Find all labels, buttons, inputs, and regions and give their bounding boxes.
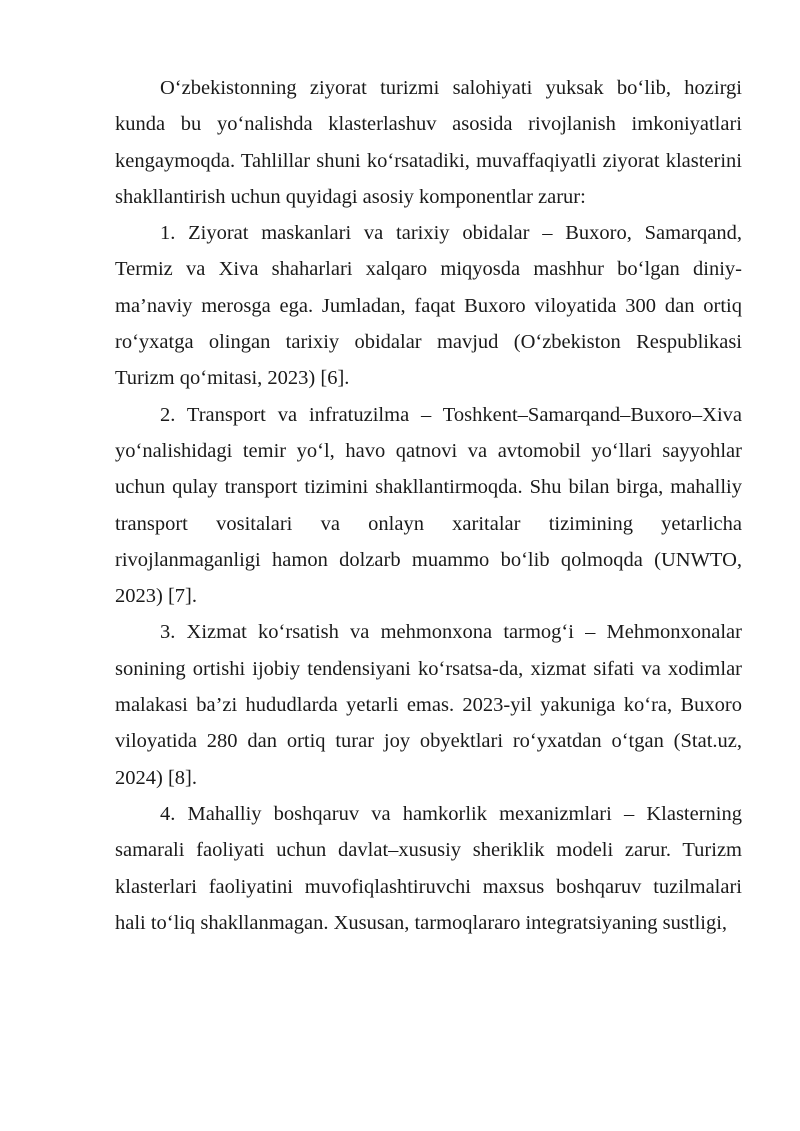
component-3-paragraph: 3. Xizmat ko‘rsatish va mehmonxona tarmog‘i – Mehmonxonalar sonining ortishi ijobiy tendensiyani ko‘rsatsa-da, xizmat sifati va xodimlar malakasi ba’zi hududlarda yetarli emas. 2023-yil yakuniga ko‘ra, Buxoro viloyatida 280 dan ortiq turar joy obyektlari ro‘yxatdan o‘tgan (Stat.uz, 2024) [8]. — [115, 621, 742, 789]
intro-paragraph: O‘zbekistonning ziyorat turizmi salohiyati yuksak bo‘lib, hozirgi kunda bu yo‘nalishda klasterlashuv asosida rivojlanish imkoniyatlari kengaymoqda. Tahlillar shuni ko‘rsatadiki, muvaffaqiyatli ziyorat klasterini shakllantirish uchun quyidagi asosiy komponentlar zarur: — [115, 77, 742, 208]
component-1-paragraph: 1. Ziyorat maskanlari va tarixiy obidalar – Buxoro, Samarqand, Termiz va Xiva shaharlari xalqaro miqyosda mashhur bo‘lgan diniy-ma’naviy merosga ega. Jumladan, faqat Buxoro viloyatida 300 dan ortiq ro‘yxatga olingan tarixiy obidalar mavjud (O‘zbekiston Respublikasi Turizm qo‘mitasi, 2023) [6]. — [115, 222, 742, 390]
component-2-paragraph: 2. Transport va infratuzilma – Toshkent–Samarqand–Buxoro–Xiva yo‘nalishidagi temir yo‘l, havo qatnovi va avtomobil yo‘llari sayyohlar uchun qulay transport tizimini shakllantirmoqda. Shu bilan birga, mahalliy transport vositalari va onlayn xaritalar tizimining yetarlicha rivojlanmaganligi hamon dolzarb muammo bo‘lib qolmoqda (UNWTO, 2023) [7]. — [115, 403, 742, 608]
document-page — [115, 70, 742, 941]
component-4-paragraph: 4. Mahalliy boshqaruv va hamkorlik mexanizmlari – Klasterning samarali faoliyati uchun davlat–xususiy sheriklik modeli zarur. Turizm klasterlari faoliyatini muvofiqlashtiruvchi maxsus boshqaruv tuzilmalari hali to‘liq shakllanmagan. Xususan, tarmoqlararo integratsiyaning sustligi, — [115, 802, 742, 934]
